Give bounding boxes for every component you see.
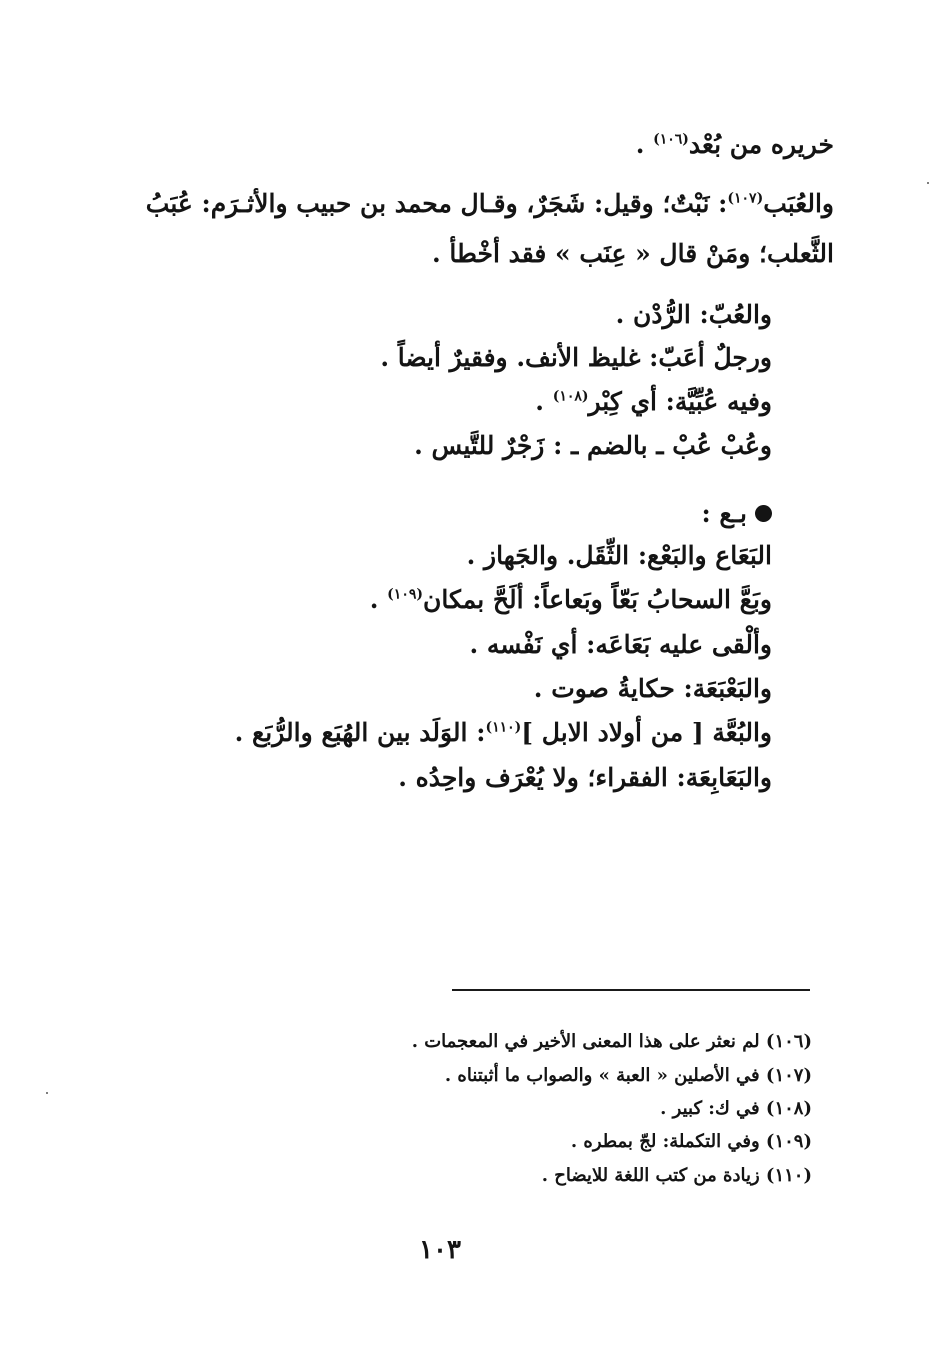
text-segment: وعُبْ عُبْ ـ بالضم ـ : زَجْرٌ للتَّيس . (414, 431, 772, 460)
text-line (432, 237, 834, 271)
text-line (380, 341, 772, 375)
footnote: (١٠٩) وفي التكملة: لجّ بمطره . (570, 1131, 812, 1152)
text-line (467, 539, 772, 573)
footnote-ref: (١٠٧) (727, 190, 764, 207)
scan-speck (927, 182, 929, 184)
entry-heading (701, 497, 772, 531)
text-segment: والبَعَابِعَة: الفقراء؛ ولا يُعْرَف واحِدُه . (398, 763, 772, 792)
text-segment: وفيه عُبِّيَّة: أي كِبْر (588, 387, 772, 416)
text-segment: الثَّعلب؛ ومَنْ قال « عِنَب » فقد أخْطأ . (431, 239, 834, 268)
text-line (616, 298, 772, 332)
text-segment: والبَعْبَعَة: حكايةُ صوت . (533, 674, 772, 703)
text-line (534, 672, 772, 706)
footnote-ref: (١٠٦) (653, 131, 689, 148)
text-line (398, 761, 772, 795)
text-segment: وألْقى عليه بَعَاعَه: أي نَفْسه . (469, 630, 772, 659)
footnote-ref: (١١٠) (485, 719, 522, 736)
heading-text: بـع : (701, 499, 747, 528)
text-segment: ورجلٌ أعَبّ: غليظ الأنف. وفقيرٌ أيضاً . (380, 343, 772, 372)
text-segment: البَعَاع والبَعْع: الثِّقَل. والجَهاز . (466, 541, 772, 570)
text-line (535, 385, 772, 419)
text-segment: . (535, 387, 553, 416)
page-number: ١٠٣ (419, 1235, 461, 1265)
text-segment: وبَعَّ السحابُ بَعّاً وبَعاعاً: ألَحَّ بمكان (422, 585, 772, 614)
text-segment: خريره من بُعْد (688, 130, 834, 159)
text-line (108, 187, 834, 221)
text-segment: والعُبّ: الرُّدْن . (615, 300, 772, 329)
footnote: (١١٠) زيادة من كتب اللغة للايضاح . (541, 1165, 812, 1186)
footnote: (١٠٨) في ك: كبير . (660, 1098, 812, 1119)
text-line (235, 716, 772, 750)
text-segment: . (635, 130, 654, 159)
text-segment: : نَبْتٌ؛ وقيل: شَجَرٌ، وقـال محمد بن حبيب والأثـرَم: عُبَبُ (145, 189, 728, 218)
text-line (470, 628, 773, 662)
footnote: (١٠٧) في الأصلين « العبة » والصواب ما أثبتناه . (444, 1065, 812, 1086)
text-line (636, 128, 834, 162)
scan-speck (46, 1092, 48, 1094)
bullet-icon (755, 505, 772, 522)
text-line (370, 583, 772, 617)
text-segment: والعُبَب (763, 189, 834, 218)
footnote-ref: (١٠٩) (387, 586, 423, 603)
text-segment: . (369, 585, 388, 614)
footnote: (١٠٦) لم نعثر على هذا المعنى الأخير في المعجمات . (411, 1031, 812, 1052)
footnote-divider (452, 989, 810, 991)
footnote-ref: (١٠٨) (552, 388, 589, 405)
text-segment: والبُعَّة [ من أولاد الابل ] (521, 718, 772, 747)
text-line (414, 429, 772, 463)
text-segment: : الوَلَد بين الهُبَع والرُّبَع . (234, 718, 486, 747)
